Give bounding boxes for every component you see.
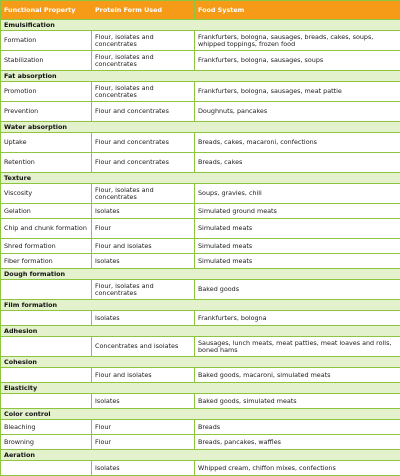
- cell-food-system: Frankfurters, bologna: [195, 311, 400, 326]
- cell-functional-property: [1, 461, 92, 476]
- table-row: [1, 184, 400, 204]
- cell-functional-property: [1, 280, 92, 300]
- cell-food-system: Frankfurters, bologna, sausages, breads, cakes, soups, whipped toppings, frozen food: [195, 31, 400, 51]
- cell-protein-form: Flour, isolates and concentrates: [92, 31, 195, 51]
- cell-protein-form: Isolates: [92, 394, 195, 409]
- cell-food-system: Baked goods, simulated meats: [195, 394, 400, 409]
- cell-protein-form: Isolates: [92, 204, 195, 219]
- cell-food-system: Baked goods, macaroni, simulated meats: [195, 368, 400, 383]
- header-protein-form-used: Protein Form Used: [92, 1, 195, 20]
- section-title: Emulsification: [1, 20, 400, 31]
- cell-protein-form: Flour: [92, 219, 195, 239]
- cell-functional-property: Viscosity: [1, 184, 92, 204]
- section-title: Adhesion: [1, 326, 400, 337]
- cell-functional-property: Stabilization: [1, 51, 92, 71]
- section-title: Texture: [1, 173, 400, 184]
- cell-functional-property: [1, 368, 92, 383]
- section-row: [1, 409, 400, 420]
- cell-food-system: Breads, cakes: [195, 153, 400, 173]
- table-row: [1, 82, 400, 102]
- table-row: [1, 280, 400, 300]
- section-title: Film formation: [1, 300, 400, 311]
- cell-functional-property: Bleaching: [1, 420, 92, 435]
- table-row: [1, 420, 400, 435]
- section-row: [1, 383, 400, 394]
- table-row: [1, 337, 400, 357]
- table-row: [1, 219, 400, 239]
- cell-protein-form: Flour, isolates and concentrates: [92, 51, 195, 71]
- cell-functional-property: Promotion: [1, 82, 92, 102]
- cell-food-system: Frankfurters, bologna, sausages, meat pattie: [195, 82, 400, 102]
- cell-food-system: Frankfurters, bologna, sausages, soups: [195, 51, 400, 71]
- cell-functional-property: Chip and chunk formation: [1, 219, 92, 239]
- cell-functional-property: Fiber formation: [1, 254, 92, 269]
- cell-functional-property: Uptake: [1, 133, 92, 153]
- cell-protein-form: Flour and isolates: [92, 368, 195, 383]
- section-row: [1, 71, 400, 82]
- section-title: Fat absorption: [1, 71, 400, 82]
- cell-functional-property: [1, 337, 92, 357]
- cell-protein-form: Flour: [92, 420, 195, 435]
- cell-functional-property: Shred formation: [1, 239, 92, 254]
- header-functional-property: Functional Property: [1, 1, 92, 20]
- cell-functional-property: [1, 394, 92, 409]
- section-row: [1, 357, 400, 368]
- cell-functional-property: Browning: [1, 435, 92, 450]
- cell-food-system: Breads, pancakes, waffles: [195, 435, 400, 450]
- table-row: [1, 435, 400, 450]
- table-header-row: [1, 1, 400, 20]
- cell-functional-property: Formation: [1, 31, 92, 51]
- cell-protein-form: Flour, isolates and concentrates: [92, 280, 195, 300]
- cell-protein-form: Isolates: [92, 461, 195, 476]
- cell-food-system: Simulated ground meats: [195, 204, 400, 219]
- cell-protein-form: Flour and isolates: [92, 239, 195, 254]
- section-title: Cohesion: [1, 357, 400, 368]
- cell-food-system: Sausages, lunch meats, meat patties, meat loaves and rolls, boned hams: [195, 337, 400, 357]
- cell-protein-form: Flour, isolates and concentrates: [92, 82, 195, 102]
- table-row: [1, 133, 400, 153]
- header-food-system: Food System: [195, 1, 400, 20]
- cell-food-system: Simulated meats: [195, 254, 400, 269]
- cell-food-system: Breads: [195, 420, 400, 435]
- cell-protein-form: Flour and concentrates: [92, 133, 195, 153]
- cell-functional-property: Gelation: [1, 204, 92, 219]
- section-row: [1, 173, 400, 184]
- section-title: Water absorption: [1, 122, 400, 133]
- table-row: [1, 394, 400, 409]
- cell-food-system: Baked goods: [195, 280, 400, 300]
- section-row: [1, 122, 400, 133]
- cell-protein-form: Concentrates and isolates: [92, 337, 195, 357]
- section-title: Dough formation: [1, 269, 400, 280]
- section-row: [1, 326, 400, 337]
- cell-functional-property: Retention: [1, 153, 92, 173]
- table-row: [1, 51, 400, 71]
- section-title: Aeration: [1, 450, 400, 461]
- table-body: [1, 20, 400, 476]
- table-row: [1, 153, 400, 173]
- table-row: [1, 368, 400, 383]
- section-row: [1, 300, 400, 311]
- table-row: [1, 461, 400, 476]
- cell-protein-form: Flour and concentrates: [92, 102, 195, 122]
- cell-food-system: Simulated meats: [195, 239, 400, 254]
- cell-food-system: Soups, gravies, chili: [195, 184, 400, 204]
- section-row: [1, 20, 400, 31]
- table-row: [1, 239, 400, 254]
- cell-functional-property: Prevention: [1, 102, 92, 122]
- table-row: [1, 311, 400, 326]
- cell-food-system: Doughnuts, pancakes: [195, 102, 400, 122]
- cell-functional-property: [1, 311, 92, 326]
- section-title: Elasticity: [1, 383, 400, 394]
- table-row: [1, 254, 400, 269]
- cell-food-system: Simulated meats: [195, 219, 400, 239]
- cell-protein-form: Flour: [92, 435, 195, 450]
- section-row: [1, 269, 400, 280]
- table-row: [1, 102, 400, 122]
- cell-protein-form: Flour, isolates and concentrates: [92, 184, 195, 204]
- section-row: [1, 450, 400, 461]
- cell-protein-form: Isolates: [92, 254, 195, 269]
- table-row: [1, 204, 400, 219]
- cell-food-system: Breads, cakes, macaroni, confections: [195, 133, 400, 153]
- table-row: [1, 31, 400, 51]
- cell-protein-form: Isolates: [92, 311, 195, 326]
- cell-protein-form: Flour and concentrates: [92, 153, 195, 173]
- cell-food-system: Whipped cream, chiffon mixes, confections: [195, 461, 400, 476]
- section-title: Color control: [1, 409, 400, 420]
